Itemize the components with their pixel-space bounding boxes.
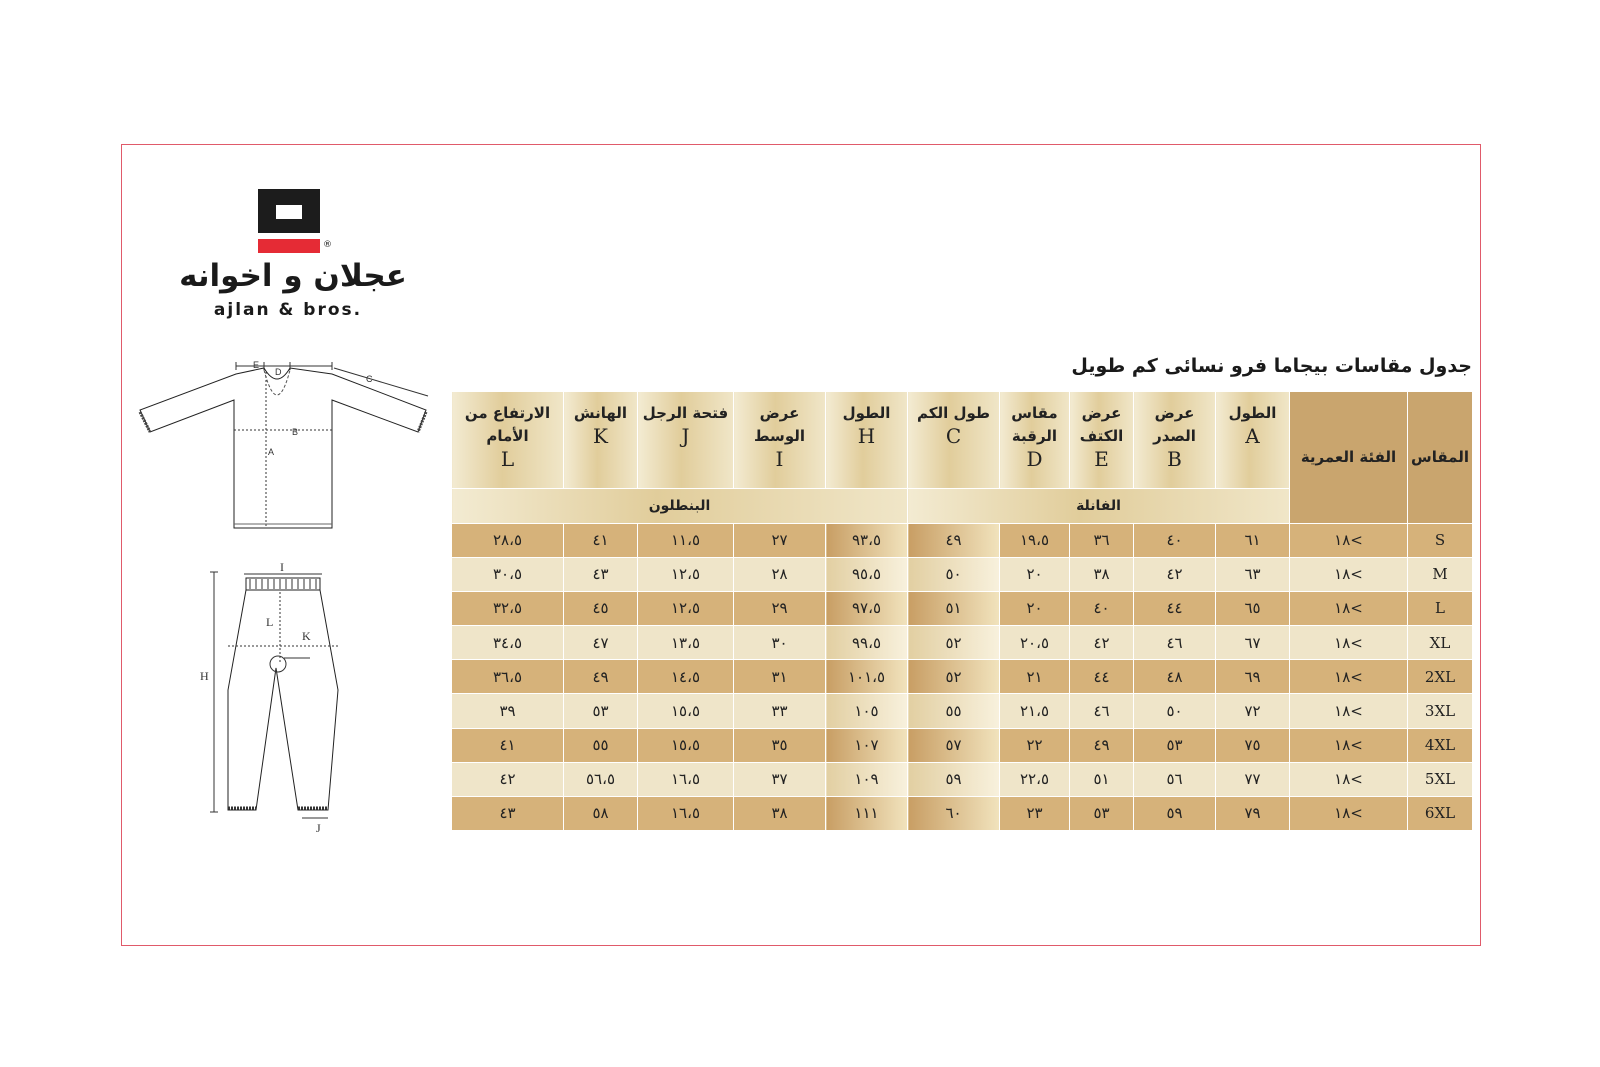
table-cell: ١٢،٥ — [638, 557, 734, 591]
table-cell: ٥٠ — [908, 557, 1000, 591]
table-cell: ٥٢ — [908, 626, 1000, 660]
table-cell: ٥٧ — [908, 728, 1000, 762]
col-header-h: الطول H — [826, 392, 908, 489]
table-cell: ٢٩ — [734, 591, 826, 625]
table-cell: ٣٠ — [734, 626, 826, 660]
age-cell: ١٨< — [1290, 591, 1408, 625]
age-cell: ١٨< — [1290, 523, 1408, 557]
table-cell: ١٩،٥ — [1000, 523, 1070, 557]
page-title: جدول مقاسات بيجاما فرو نسائى كم طويل — [1071, 355, 1472, 377]
table-cell: ٢٢ — [1000, 728, 1070, 762]
shirt-label-a: A — [268, 447, 275, 457]
table-cell: ٥٥ — [908, 694, 1000, 728]
pants-label-k: K — [302, 629, 311, 643]
col-header-j: فتحة الرجل J — [638, 392, 734, 489]
table-cell: ٧٩ — [1216, 796, 1290, 830]
pants-label-l: L — [266, 615, 274, 629]
table-cell: ١٢،٥ — [638, 591, 734, 625]
table-cell: ٢٠ — [1000, 591, 1070, 625]
col-header-d: مقاس الرقبة D — [1000, 392, 1070, 489]
age-cell: ١٨< — [1290, 796, 1408, 830]
table-cell: ٥٣ — [1134, 728, 1216, 762]
col-header-c: طول الكم C — [908, 392, 1000, 489]
table-cell: ٩٣،٥ — [826, 523, 908, 557]
brand-mark-icon — [258, 189, 322, 255]
table-cell: ٥٦ — [1134, 762, 1216, 796]
table-cell: ٣٩ — [452, 694, 564, 728]
size-cell: M — [1408, 557, 1473, 591]
brand-name-english: ajlan & bros. — [213, 300, 363, 320]
table-cell: ٧٥ — [1216, 728, 1290, 762]
table-row — [452, 796, 1473, 830]
table-cell: ١٦،٥ — [638, 796, 734, 830]
table-cell: ٣٠،٥ — [452, 557, 564, 591]
size-rows — [452, 523, 1473, 830]
table-cell: ٦١ — [1216, 523, 1290, 557]
table-row — [452, 626, 1473, 660]
size-cell: 5XL — [1408, 762, 1473, 796]
age-cell: ١٨< — [1290, 728, 1408, 762]
table-cell: ٤٢ — [1134, 557, 1216, 591]
age-cell: ١٨< — [1290, 626, 1408, 660]
table-cell: ٤١ — [564, 523, 638, 557]
table-cell: ٢٠ — [1000, 557, 1070, 591]
size-cell: 2XL — [1408, 660, 1473, 694]
size-cell: 4XL — [1408, 728, 1473, 762]
table-cell: ٤٧ — [564, 626, 638, 660]
col-header-age: الفئة العمرية — [1290, 392, 1408, 524]
brand-logo — [168, 186, 418, 326]
shirt-label-d: D — [275, 367, 282, 377]
table-cell: ٦٠ — [908, 796, 1000, 830]
table-cell: ٣٣ — [734, 694, 826, 728]
brand-name-arabic: عجلان و اخوانه — [179, 258, 407, 294]
table-cell: ١٠٩ — [826, 762, 908, 796]
table-row — [452, 557, 1473, 591]
table-cell: ١٤،٥ — [638, 660, 734, 694]
table-cell: ٥٦،٥ — [564, 762, 638, 796]
table-row — [452, 728, 1473, 762]
table-cell: ١١١ — [826, 796, 908, 830]
table-cell: ٤٩ — [564, 660, 638, 694]
table-cell: ٣٦،٥ — [452, 660, 564, 694]
size-cell: 6XL — [1408, 796, 1473, 830]
table-row — [452, 660, 1473, 694]
table-cell: ٤٦ — [1134, 626, 1216, 660]
table-cell: ٧٧ — [1216, 762, 1290, 796]
table-cell: ٤٥ — [564, 591, 638, 625]
table-cell: ٣٢،٥ — [452, 591, 564, 625]
brand-mark-shape — [258, 189, 320, 233]
table-cell: ١٠٧ — [826, 728, 908, 762]
table-cell: ٤٣ — [452, 796, 564, 830]
table-cell: ٤٤ — [1134, 591, 1216, 625]
shirt-label-e: E — [253, 360, 260, 370]
table-cell: ٣٥ — [734, 728, 826, 762]
table-cell: ٥٥ — [564, 728, 638, 762]
col-header-i: عرض الوسط I — [734, 392, 826, 489]
table-cell: ١٣،٥ — [638, 626, 734, 660]
shirt-label-c: C — [366, 374, 373, 384]
col-header-size: المقاس — [1408, 392, 1473, 524]
table-cell: ٦٥ — [1216, 591, 1290, 625]
registered-mark: ® — [323, 240, 332, 250]
table-cell: ١١،٥ — [638, 523, 734, 557]
table-row — [452, 523, 1473, 557]
table-cell: ٩٩،٥ — [826, 626, 908, 660]
table-cell: ٢٢،٥ — [1000, 762, 1070, 796]
table-cell: ٤٨ — [1134, 660, 1216, 694]
table-cell: ٤٢ — [1070, 626, 1134, 660]
table-cell: ٢٣ — [1000, 796, 1070, 830]
table-row — [452, 694, 1473, 728]
table-cell: ٥٨ — [564, 796, 638, 830]
table-cell: ١٠١،٥ — [826, 660, 908, 694]
table-cell: ٢٠،٥ — [1000, 626, 1070, 660]
age-cell: ١٨< — [1290, 762, 1408, 796]
table-cell: ٤٠ — [1070, 591, 1134, 625]
pants-label-h: H — [200, 669, 209, 683]
table-cell: ٣٨ — [734, 796, 826, 830]
table-cell: ١٥،٥ — [638, 694, 734, 728]
table-cell: ٤١ — [452, 728, 564, 762]
table-cell: ٤٠ — [1134, 523, 1216, 557]
table-cell: ٢٧ — [734, 523, 826, 557]
table-cell: ٥٣ — [1070, 796, 1134, 830]
table-cell: ٣٤،٥ — [452, 626, 564, 660]
group-shirt: الفانلة — [908, 489, 1290, 523]
table-cell: ٢٨ — [734, 557, 826, 591]
col-header-a: الطول A — [1216, 392, 1290, 489]
table-row — [452, 591, 1473, 625]
table-cell: ٥١ — [908, 591, 1000, 625]
table-cell: ٣٧ — [734, 762, 826, 796]
table-row — [452, 762, 1473, 796]
size-cell: XL — [1408, 626, 1473, 660]
table-cell: ٤٩ — [1070, 728, 1134, 762]
table-cell: ١٦،٥ — [638, 762, 734, 796]
col-header-k: الهانش K — [564, 392, 638, 489]
table-cell: ٤٤ — [1070, 660, 1134, 694]
table-cell: ٦٩ — [1216, 660, 1290, 694]
table-cell: ٩٧،٥ — [826, 591, 908, 625]
table-cell: ٤٢ — [452, 762, 564, 796]
group-pants: البنطلون — [452, 489, 908, 523]
table-cell: ٣٦ — [1070, 523, 1134, 557]
col-header-b: عرض الصدر B — [1134, 392, 1216, 489]
age-cell: ١٨< — [1290, 660, 1408, 694]
pants-label-i: I — [280, 560, 284, 574]
pants-label-j: J — [316, 821, 321, 835]
table-cell: ٦٣ — [1216, 557, 1290, 591]
table-cell: ٥١ — [1070, 762, 1134, 796]
shirt-diagram — [136, 360, 436, 545]
table-cell: ٣١ — [734, 660, 826, 694]
table-cell: ٦٧ — [1216, 626, 1290, 660]
size-cell: S — [1408, 523, 1473, 557]
table-cell: ٣٨ — [1070, 557, 1134, 591]
age-cell: ١٨< — [1290, 694, 1408, 728]
table-cell: ٥٩ — [1134, 796, 1216, 830]
col-header-e: عرض الكتف E — [1070, 392, 1134, 489]
size-cell: L — [1408, 591, 1473, 625]
table-cell: ٥٩ — [908, 762, 1000, 796]
table-cell: ٢١ — [1000, 660, 1070, 694]
table-cell: ٥٠ — [1134, 694, 1216, 728]
table-cell: ٤٦ — [1070, 694, 1134, 728]
table-cell: ١٠٥ — [826, 694, 908, 728]
table-cell: ٧٢ — [1216, 694, 1290, 728]
table-cell: ٥٣ — [564, 694, 638, 728]
shirt-label-b: B — [292, 427, 299, 437]
size-chart-table — [451, 391, 1473, 831]
header-row — [452, 392, 1473, 489]
pants-diagram — [200, 560, 370, 850]
age-cell: ١٨< — [1290, 557, 1408, 591]
size-cell: 3XL — [1408, 694, 1473, 728]
table-cell: ٢٨،٥ — [452, 523, 564, 557]
table-cell: ٤٣ — [564, 557, 638, 591]
col-header-l: الارتفاع من الأمام L — [452, 392, 564, 489]
table-cell: ١٥،٥ — [638, 728, 734, 762]
table-cell: ٢١،٥ — [1000, 694, 1070, 728]
table-cell: ٩٥،٥ — [826, 557, 908, 591]
table-cell: ٥٢ — [908, 660, 1000, 694]
table-cell: ٤٩ — [908, 523, 1000, 557]
brand-mark-bar — [258, 239, 320, 253]
